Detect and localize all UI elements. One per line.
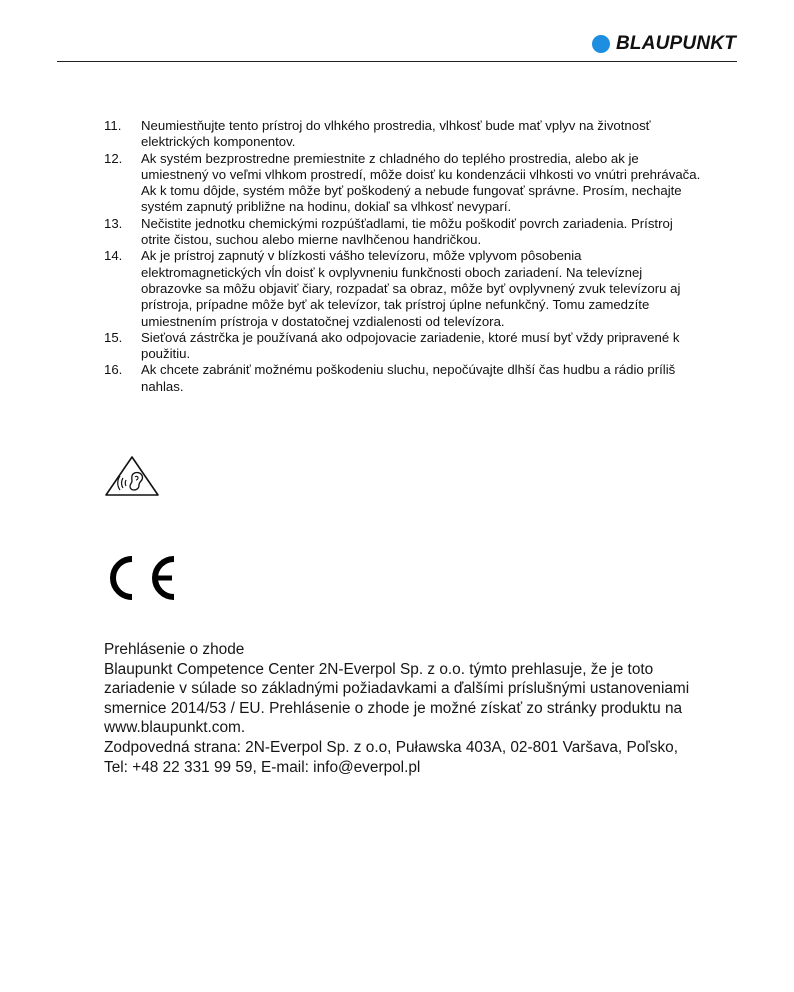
item-text: Ak chcete zabrániť možnému poškodeniu sluchu, nepočúvajte dlhší čas hudbu a rádio príliš nahlas. — [141, 362, 676, 394]
contact-info: Tel: +48 22 331 99 59, E-mail: info@everpol.pl — [104, 758, 421, 776]
hearing-warning-icon — [104, 455, 160, 497]
list-item — [104, 330, 704, 363]
header-divider — [57, 61, 737, 62]
brand-logo — [592, 33, 736, 55]
list-item — [104, 248, 704, 329]
brand-name: BLAUPUNKT — [615, 33, 736, 54]
item-text: Ak je prístroj zapnutý v blízkosti vášho televízoru, môže vplyvom pôsobenia elektromagnetických vĺn doisť k ovplyvneniu funkčnosti oboch zariadení. Na televíznej obrazovke sa môžu objaviť čiary, rozpadať sa obraz, môže byť ovplyvnený zvuk televízoru aj prístroja, prípadne môže byť ak televízor, tak prístroj úplne nefunkčný. Tomu zamedzíte umiestnením prístroja v dostatočnej vzdialenosti od televízora. — [141, 248, 681, 329]
declaration-body: Blaupunkt Competence Center 2N-Everpol Sp. z o.o. týmto prehlasuje, že je toto zariadenie v súlade so základnými požiadavkami a ďalšími príslušnými ustanoveniami smernice 2014/53 / EU. Prehlásenie o zhode je možné získať zo stránky produktu na www.blaupunkt.com. — [104, 660, 690, 737]
item-number: 16. — [104, 362, 123, 378]
blaupunkt-dot-icon — [592, 35, 610, 53]
item-number: 11. — [104, 118, 122, 133]
item-number: 12. — [104, 150, 123, 166]
item-number: 15. — [104, 329, 123, 345]
responsible-party: Zodpovedná strana: 2N-Everpol Sp. z o.o, Puławska 403A, 02-801 Varšava, Poľsko, — [104, 738, 678, 756]
declaration-title: Prehlásenie o zhode — [104, 641, 245, 658]
item-text: Nečistite jednotku chemickými rozpúšťadlami, tie môžu poškodiť povrch zariadenia. Prístroj otrite čistou, suchou alebo mierne navlhčenou handričkou. — [141, 215, 673, 248]
page-header — [0, 0, 794, 64]
item-text: Ak systém bezprostredne premiestnite z chladného do teplého prostredia, alebo ak je umiestnený vo veľmi vlhkom prostredí, môže doisť ku kondenzácii vlhkosti vo vnútri prehrávača. Ak k tomu dôjde, systém môže byť poškodený a nebude fungovať správne. Prosím, nechajte systém zapnutý približne na hodinu, dokiaľ sa vlhkosť nevyparí. — [141, 150, 701, 215]
item-text: Neumiestňujte tento prístroj do vlhkého prostredia, vlhkosť bude mať vplyv na životnosť elektrických komponentov. — [141, 118, 651, 150]
list-item — [104, 216, 704, 249]
safety-instructions-list — [104, 118, 704, 395]
declaration-of-conformity — [104, 640, 704, 777]
item-text: Sieťová zástrčka je používaná ako odpojovacie zariadenie, ktoré musí byť vždy pripravené k použitiu. — [141, 329, 680, 362]
list-item — [104, 151, 704, 216]
list-item — [104, 118, 704, 151]
item-number: 13. — [104, 215, 123, 231]
ce-mark-icon — [104, 553, 178, 603]
item-number: 14. — [104, 248, 123, 264]
list-item — [104, 362, 704, 395]
